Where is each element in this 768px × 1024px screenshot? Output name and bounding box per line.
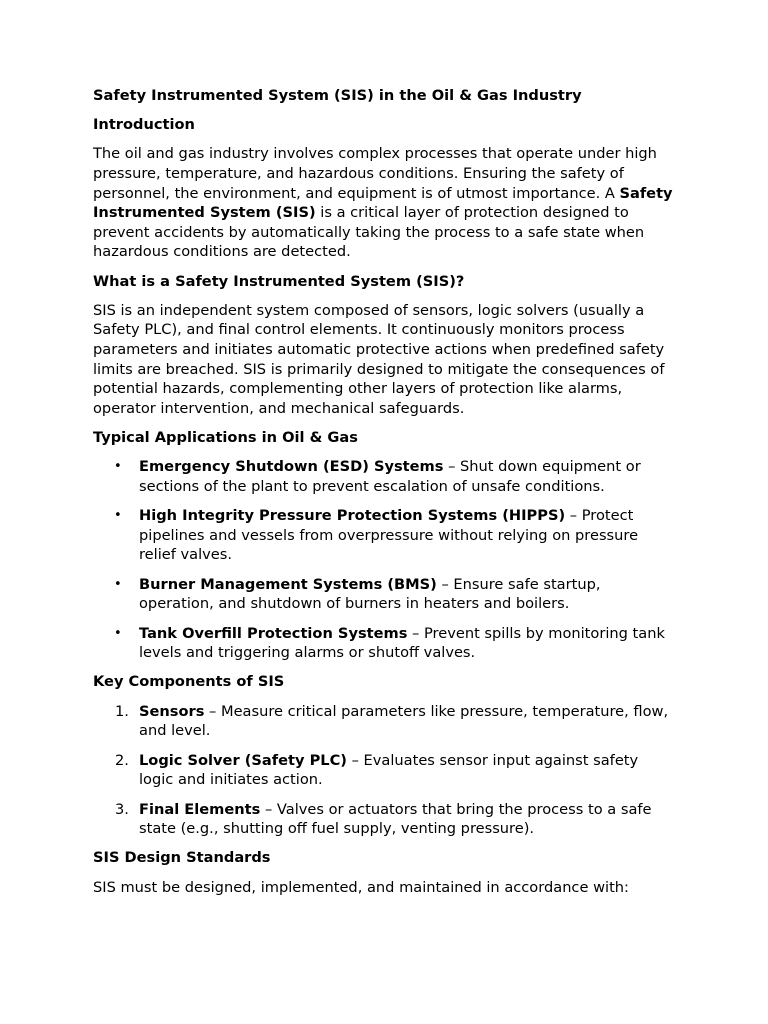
intro-paragraph [93, 144, 676, 262]
list-item-desc: – Shut down equipment or sections of the plant to prevent escalation of unsafe conditions. [139, 458, 641, 495]
list-number: 1. [115, 702, 129, 720]
list-item [93, 702, 676, 741]
list-item-term: High Integrity Pressure Protection Systems (HIPPS) [139, 507, 566, 525]
what-is-paragraph: SIS is an independent system composed of sensors, logic solvers (usually a Safety PLC), and final control elements. It continuously monitors process parameters and initiates automatic protective actions when predefined safety limits are breached. SIS is primarily designed to mitigate the consequences of potential hazards, complementing other layers of protection like alarms, operator intervention, and mechanical safeguards. [93, 301, 665, 417]
list-item-term: Emergency Shutdown (ESD) Systems [139, 458, 444, 476]
list-item [93, 800, 676, 839]
list-item [93, 624, 676, 663]
list-number: 2. [115, 751, 129, 769]
list-number: 3. [115, 800, 129, 818]
list-item-term: Tank Overfill Protection Systems [139, 624, 408, 642]
standards-paragraph: SIS must be designed, implemented, and maintained in accordance with: [93, 878, 629, 896]
list-item-term: Final Elements [139, 800, 261, 818]
list-item [93, 457, 676, 496]
bullet-marker: • [114, 625, 122, 641]
list-item-term: Burner Management Systems (BMS) [139, 575, 437, 593]
bullet-marker: • [114, 459, 122, 475]
list-item-desc: – Measure critical parameters like pressure, temperature, flow, and level. [139, 702, 669, 740]
list-item-desc: – Protect pipelines and vessels from overpressure without relying on pressure relief valves. [139, 507, 639, 564]
list-item [93, 751, 676, 790]
components-heading: Key Components of SIS [93, 673, 285, 691]
components-list [93, 702, 676, 839]
applications-list [93, 457, 676, 663]
intro-bold-term: Safety Instrumented System (SIS) [93, 184, 673, 222]
what-is-heading: What is a Safety Instrumented System (SIS)? [93, 272, 465, 290]
bullet-marker: • [114, 508, 122, 524]
intro-text-2: is a critical layer of protection designed to prevent accidents by automatically taking the process to a safe state when hazardous conditions are detected. [93, 204, 645, 261]
list-item-desc: – Ensure safe startup, operation, and shutdown of burners in heaters and boilers. [139, 575, 601, 613]
list-item-term: Sensors [139, 702, 205, 720]
standards-heading: SIS Design Standards [93, 849, 271, 867]
list-item [93, 506, 676, 565]
list-item-desc: – Evaluates sensor input against safety logic and initiates action. [139, 751, 639, 789]
list-item [93, 575, 676, 614]
intro-heading: Introduction [93, 116, 195, 134]
applications-heading: Typical Applications in Oil & Gas [93, 428, 358, 446]
intro-text-1: The oil and gas industry involves complex processes that operate under high pressure, temperature, and hazardous conditions. Ensuring the safety of personnel, the environment, and equipment is of utmost importance. A [93, 145, 657, 202]
document-title: Safety Instrumented System (SIS) in the Oil & Gas Industry [93, 87, 582, 104]
list-item-term: Logic Solver (Safety PLC) [139, 751, 347, 769]
bullet-marker: • [114, 576, 122, 592]
list-item-desc: – Prevent spills by monitoring tank levels and triggering alarms or shutoff valves. [139, 624, 665, 662]
list-item-desc: – Valves or actuators that bring the process to a safe state (e.g., shutting off fuel supply, venting pressure). [139, 800, 652, 838]
